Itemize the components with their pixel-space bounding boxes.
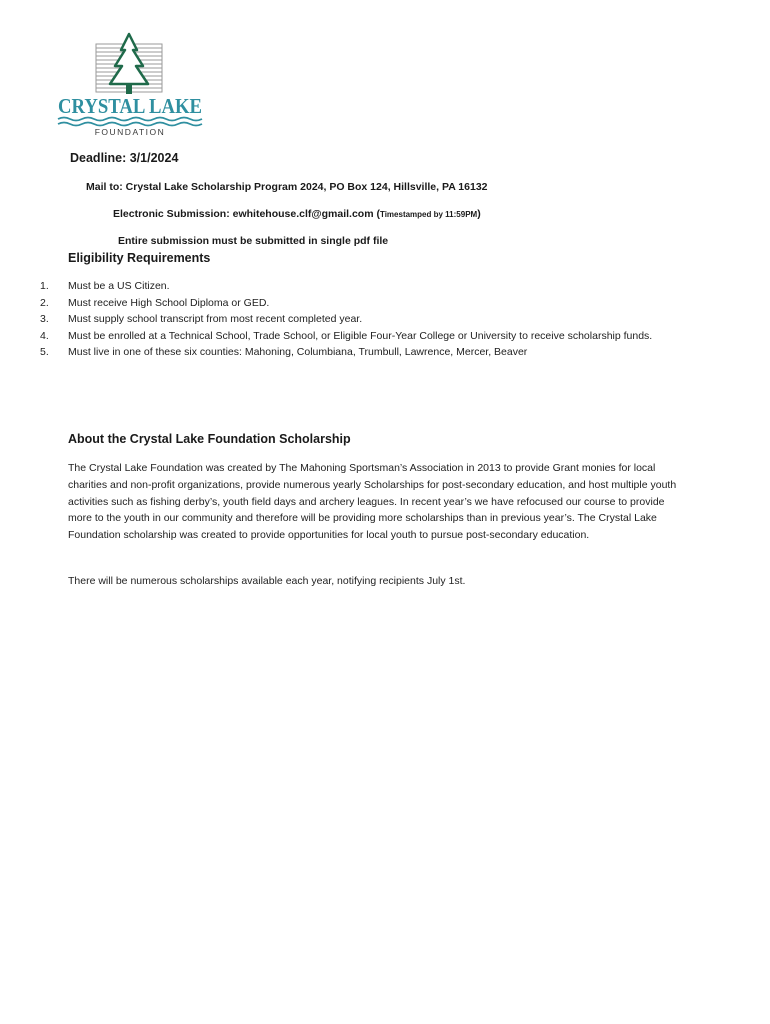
list-item-text: Must supply school transcript from most recent completed year. [68,313,363,326]
timestamp-note: Timestamped by 11:59PM [379,210,478,219]
list-item-number: 2. [40,296,49,309]
list-item [40,344,700,361]
list-item [40,295,700,312]
about-paragraph: The Crystal Lake Foundation was created by The Mahoning Sportsman’s Association in 2013 to provide Grant monies for local charities and non-profit organizations, provide numerous yearly Scholarships for post-secondary education, and host multiple youth activities such as fishing derby’s, youth field days and archery leagues. In recent year’s we have refocused our course to provide more to the youth in our community and therefore will be providing more scholarships than in previous year’s. The Crystal Lake Foundation scholarship was created to provide opportunities for local youth to pursue post-secondary education. [68,462,677,542]
list-item-text: Must be a US Citizen. [68,280,170,292]
single-pdf-instruction: Entire submission must be submitted in single pdf file [118,235,389,247]
list-item [40,278,700,295]
list-item-number: 1. [40,280,49,292]
list-item-text: Must receive High School Diploma or GED. [68,296,270,309]
logo-foundation-text: FOUNDATION [94,127,166,137]
water-waves-icon [58,118,202,126]
about-heading: About the Crystal Lake Foundation Scholarship [68,432,351,446]
mail-to-address: Mail to: Crystal Lake Scholarship Program 2024, PO Box 124, Hillsville, PA 16132 [86,181,488,193]
eligibility-list [40,278,700,361]
list-item [40,328,700,345]
list-item-text: Must be enrolled at a Technical School, Trade School, or Eligible Four-Year College or University to receive scholarship funds. [68,329,653,342]
pine-tree-icon [110,34,148,94]
electronic-submission-label: Electronic Submission: ewhitehouse.clf@gmail.com ( [113,208,380,220]
list-item-number: 5. [40,346,49,359]
closing-paragraph: There will be numerous scholarships available each year, notifying recipients July 1st. [68,575,466,587]
eligibility-heading: Eligibility Requirements [68,251,211,265]
list-item [40,311,700,328]
list-item-number: 3. [40,313,49,326]
electronic-close-paren: ) [477,208,481,220]
logo-name-text: CRYSTAL LAKE [58,94,202,118]
deadline-text: Deadline: 3/1/2024 [70,151,179,165]
crystal-lake-foundation-logo [54,30,206,140]
electronic-submission-text [113,208,481,220]
list-item-text: Must live in one of these six counties: Mahoning, Columbiana, Trumbull, Lawrence, Mercer, Beaver [68,346,528,359]
list-item-number: 4. [40,329,49,342]
